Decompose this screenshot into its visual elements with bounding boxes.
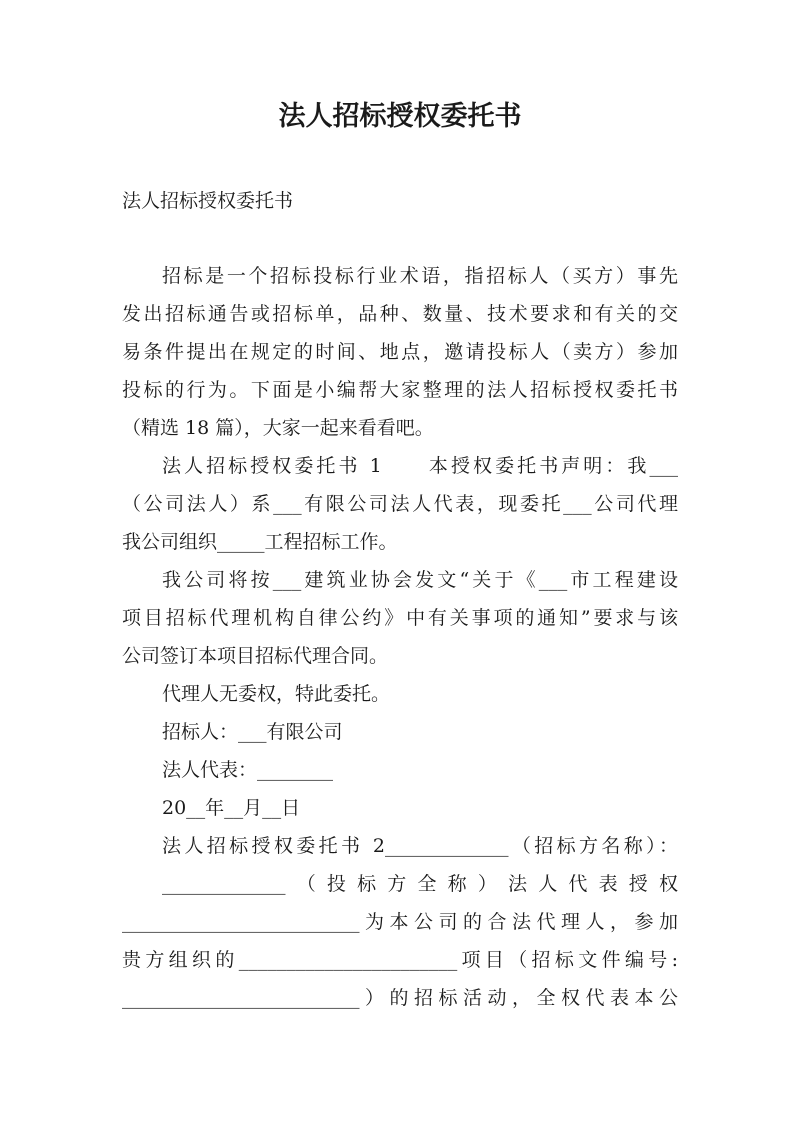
body-line: 我公司将按___建筑业协会发文“关于《___市工程建设 — [162, 569, 678, 591]
body-line: 招标人：___有限公司 — [162, 721, 343, 743]
body-line: 易条件提出在规定的时间、地点，邀请投标人（卖方）参加 — [122, 341, 678, 363]
body-line: 公司签订本项目招标代理合同。 — [122, 645, 389, 667]
body-line: （精选 18 篇），大家一起来看看吧。 — [122, 417, 434, 439]
body-line: 招标是一个招标投标行业术语，指招标人（买方）事先 — [162, 265, 678, 287]
body-line: 法人代表：________ — [162, 759, 334, 781]
document-title: 法人招标授权委托书 — [278, 101, 522, 132]
body-line: _____________（投标方全称）法人代表授权 — [162, 873, 678, 895]
body-line: 我公司组织_____工程招标工作。 — [122, 531, 398, 553]
body-line: 20__年__月__日 — [162, 797, 301, 819]
body-line: _________________________）的招标活动，全权代表本公 — [122, 987, 678, 1009]
body-line: 代理人无委权，特此委托。 — [162, 683, 391, 705]
body-line: （公司法人）系___有限公司法人代表，现委托___公司代理 — [122, 493, 678, 515]
body-line: 法人招标授权委托书 1 本授权委托书声明：我___ — [162, 455, 678, 477]
body-line: 投标的行为。下面是小编帮大家整理的法人招标授权委托书 — [122, 379, 678, 401]
body-line: 发出招标通告或招标单，品种、数量、技术要求和有关的交 — [122, 303, 678, 325]
body-line: 贵方组织的_______________________项目（招标文件编号: — [122, 949, 678, 971]
body-line: _________________________为本公司的合法代理人，参加 — [122, 911, 678, 933]
document-subtitle: 法人招标授权委托书 — [122, 190, 294, 212]
body-line: 项目招标代理机构自律公约》中有关事项的通知”要求与该 — [122, 607, 678, 629]
body-line: 法人招标授权委托书 2_____________（招标方名称）： — [162, 835, 678, 857]
